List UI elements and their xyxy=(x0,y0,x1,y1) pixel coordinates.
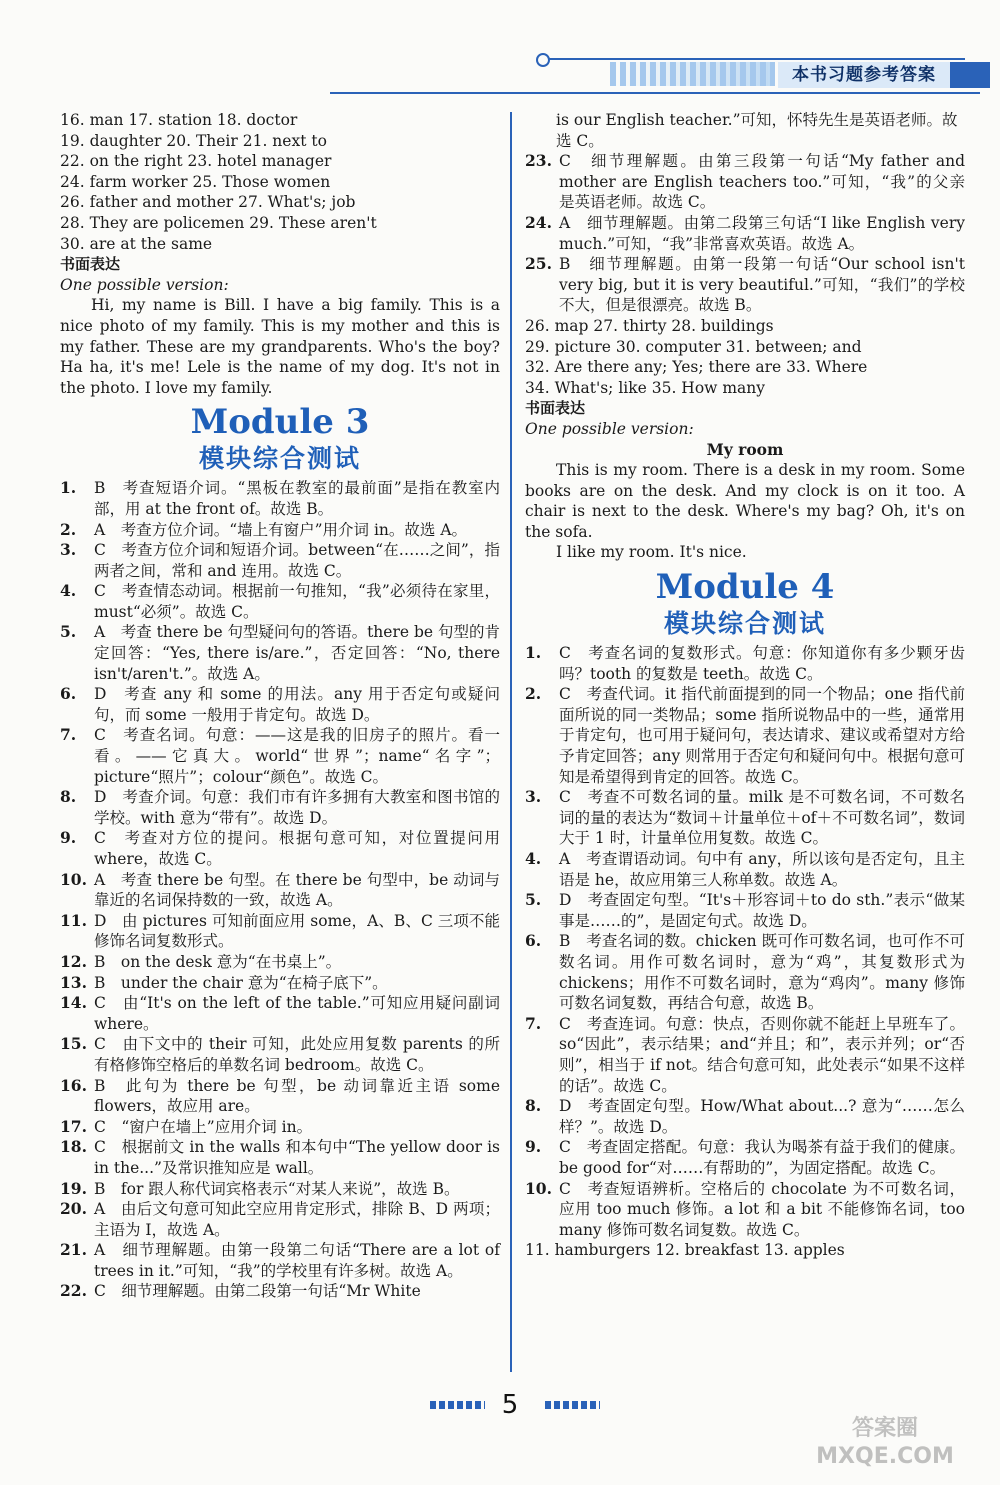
question-item xyxy=(60,1199,500,1240)
header-dots-ornament xyxy=(610,62,775,86)
question-number: 19. xyxy=(60,1178,87,1198)
question-number: 13. xyxy=(60,972,87,992)
writing-section-title: 书面表达 xyxy=(525,399,586,418)
answer-line: 24. farm worker 25. Those women xyxy=(60,172,331,191)
question-number: 6. xyxy=(525,931,542,951)
question-item xyxy=(525,684,965,787)
question-item xyxy=(525,151,965,213)
footer-ornament-left xyxy=(430,1401,485,1409)
header-bottom-rule xyxy=(330,92,980,94)
module-title: Module 3 xyxy=(190,402,370,443)
answer-line: 30. are at the same xyxy=(60,234,213,253)
question-item xyxy=(60,478,500,519)
question-explanation: B 考查短语介词。“黑板在教室的最前面”是指在教室内部，用 at the front of。故选 B。 xyxy=(94,479,500,518)
question-number: 7. xyxy=(60,725,77,745)
question-explanation: C 考查不可数名词的量。milk 是不可数名词，不可数名词的量的表达为“数词＋计量单位＋of＋不可数名词”，数词大于 1 时，计量单位用复数。故选 C。 xyxy=(559,788,965,848)
answers-bottom: 11. hamburgers 12. breakfast 13. apples xyxy=(525,1241,845,1260)
header-rule xyxy=(545,58,965,60)
question-explanation: A 细节理解题。由第二段第三句话“I like English very much.”可知，“我”非常喜欢英语。故选 A。 xyxy=(559,213,965,253)
question-item xyxy=(60,1137,500,1178)
question-number: 1. xyxy=(525,643,542,663)
answer-line: 26. father and mother 27. What's; job xyxy=(60,193,356,212)
question-explanation: C 考查连词。句意：快点，否则你就不能赶上早班车了。so“因此”，表示结果；and“并且；和”，表示并列；or“否则”，相当于 if not。结合句意可知，此处表示“如果不这样的话”。故选 C。 xyxy=(559,1014,965,1095)
question-number: 8. xyxy=(60,787,77,807)
right-column xyxy=(525,110,965,1261)
footer-ornament-right xyxy=(545,1401,600,1409)
question-explanation: C 考查名词。句意：——这是我的旧房子的照片。看一看。——它真大。world“世界”；name“名字”；picture“照片”；colour“颜色”。故选 C。 xyxy=(94,726,500,786)
question-item xyxy=(525,254,965,316)
question-number: 2. xyxy=(525,684,542,704)
question-explanation: A 细节理解题。由第一段第二句话“There are a lot of trees in it.”可知，“我”的学校里有许多树。故选 A。 xyxy=(94,1241,500,1280)
possible-version-label: One possible version: xyxy=(525,419,694,438)
question-explanation: C 考查短语辨析。空格后的 chocolate 为不可数名词，应用 too much 修饰。a lot 和 a bit 不能修饰名词，too many 修饰可数名词复数。故选 C。 xyxy=(559,1179,965,1239)
question-item xyxy=(60,828,500,869)
question-item xyxy=(525,1137,965,1178)
question-number: 23. xyxy=(525,151,552,171)
page-header xyxy=(0,0,1000,100)
question-explanation: B 考查名词的数。chicken 既可作可数名词，也可作不可数名词。用作可数名词时，意为“鸡”，其复数形式为 chickens；用作不可数名词时，意为“鸡肉”。many 修饰可数名词复数，再结合句意，故选 B。 xyxy=(559,932,965,1013)
answers-mid xyxy=(525,316,965,398)
answer-line: 26. map 27. thirty 28. buildings xyxy=(525,316,774,335)
question-explanation: A 考查 there be 句型疑问句的答语。there be 句型的肯定回答：“Yes, there is/are.”，否定回答：“No, there isn't/aren't.”。故选 A。 xyxy=(94,623,500,683)
question-number: 3. xyxy=(60,540,77,560)
question-item xyxy=(60,870,500,911)
watermark-bottom: MXQE.COM xyxy=(816,1444,954,1469)
question-number: 21. xyxy=(60,1240,87,1260)
question-number: 24. xyxy=(525,212,552,232)
question-number: 17. xyxy=(60,1116,87,1136)
question-explanation: C 根据前文 in the walls 和本句中“The yellow door is in the...”及常识推知应是 wall。 xyxy=(94,1138,500,1177)
sample-essay-paragraph: I like my room. It's nice. xyxy=(556,543,747,562)
question-number: 16. xyxy=(60,1075,87,1095)
question-explanation: C 考查方位介词和短语介词。between“在……之间”，指两者之间，常和 and 连用。故选 C。 xyxy=(94,541,500,580)
question-number: 25. xyxy=(525,254,552,274)
header-label: 本书习题参考答案 xyxy=(778,62,950,88)
answer-line: 16. man 17. station 18. doctor xyxy=(60,111,298,129)
question-number: 11. xyxy=(60,910,87,930)
question-item xyxy=(60,581,500,622)
header-ring-ornament xyxy=(536,53,550,67)
question-item xyxy=(60,787,500,828)
page-number: 5 xyxy=(501,1390,519,1420)
question-item xyxy=(525,643,965,684)
question-item xyxy=(525,213,965,254)
question-explanation: C 考查固定搭配。句意：我认为喝茶有益于我们的健康。be good for“对……有帮助的”，为固定搭配。故选 C。 xyxy=(559,1138,965,1177)
watermark xyxy=(790,1415,980,1475)
question-number: 9. xyxy=(525,1137,542,1157)
question-item xyxy=(60,684,500,725)
question-number: 18. xyxy=(60,1137,87,1157)
question-list xyxy=(60,478,500,1302)
header-block-ornament xyxy=(950,62,990,88)
question-number: 2. xyxy=(60,519,77,539)
question-item xyxy=(60,622,500,684)
question-item xyxy=(525,1014,965,1096)
question-number: 8. xyxy=(525,1096,542,1116)
question-number: 20. xyxy=(60,1199,87,1219)
answer-line: 22. on the right 23. hotel manager xyxy=(60,152,332,171)
question-explanation: B for 跟人称代词宾格表示“对某人来说”，故选 B。 xyxy=(94,1179,460,1198)
question-explanation: D 考查 any 和 some 的用法。any 用于否定句或疑问句，而 some 一般用于肯定句。故选 D。 xyxy=(94,685,500,724)
question-item xyxy=(525,1179,965,1241)
question-number: 6. xyxy=(60,684,77,704)
question-list xyxy=(525,643,965,1240)
question-explanation: D 考查固定句型。“It's＋形容词＋to do sth.”表示“做某事是……的”，是固定句式。故选 D。 xyxy=(559,891,965,930)
question-explanation: D 由 pictures 可知前面应用 some，A、B、C 三项不能修饰名词复数形式。 xyxy=(94,911,500,951)
question-number: 4. xyxy=(525,849,542,868)
question-item xyxy=(525,931,965,1013)
question-number: 9. xyxy=(60,828,77,848)
question-explanation: B on the desk 意为“在书桌上”。 xyxy=(94,952,342,971)
question-explanation: C 考查情态动词。根据前一句推知，“我”必须待在家里，must“必须”。故选 C。 xyxy=(94,582,500,621)
question-item xyxy=(60,911,500,952)
question-number: 5. xyxy=(60,622,77,642)
sample-essay: Hi, my name is Bill. I have a big family. This is a nice photo of my family. This is my mother and this is my father. These are my grandparents. Who's the boy? Ha ha, it's me! Lele is the name of my dog. It's not in the photo. I love my family. xyxy=(60,296,500,397)
watermark-top: 答案圈 xyxy=(851,1416,918,1441)
essay-title: My room xyxy=(706,439,784,459)
question-item xyxy=(60,1076,500,1117)
question-explanation: A 考查方位介词。“墙上有窗户”用介词 in。故选 A。 xyxy=(94,520,468,539)
question-number: 14. xyxy=(60,993,87,1013)
question-item xyxy=(60,1281,500,1302)
question-explanation: B under the chair 意为“在椅子底下”。 xyxy=(94,973,388,992)
question-item xyxy=(60,1179,500,1200)
question-item xyxy=(60,1240,500,1281)
question-number: 5. xyxy=(525,890,542,910)
question-22-continuation: is our English teacher.”可知，怀特先生是英语老师。故选 C。 xyxy=(556,111,958,150)
module-subtitle: 模块综合测试 xyxy=(663,609,826,639)
question-item xyxy=(525,787,965,849)
question-explanation: B 细节理解题。由第一段第一句话“Our school isn't very big, but it is very beautiful.”可知，“我们”的学校不大，但是很漂亮。故选 B。 xyxy=(559,255,965,315)
left-column xyxy=(60,110,500,1302)
question-explanation: D 考查介词。句意：我们市有许多拥有大教室和图书馆的学校。with 意为“带有”。故选 D。 xyxy=(94,788,500,827)
question-explanation: C 考查代词。it 指代前面提到的同一个物品；one 指代前面所说的同一类物品；some 指所说物品中的一些，通常用于肯定句，也可用于疑问句，表达请求、建议或希望对方给予肯定回答；any 则常用于否定句和疑问句中。根据句意可知是希望得到肯定的回答。故选 C。 xyxy=(559,685,965,786)
question-list-continued xyxy=(525,151,965,316)
question-explanation: A 由后文句意可知此空应用肯定形式，排除 B、D 两项；主语为 I，故选 A。 xyxy=(94,1200,500,1239)
question-explanation: D 考查固定句型。How/What about...? 意为“……怎么样？”。故选 D。 xyxy=(559,1097,965,1136)
question-explanation: C 由下文中的 their 可知，此处应用复数 parents 的所有格修饰空格后的单数名词 bedroom。故选 C。 xyxy=(94,1035,500,1074)
question-item xyxy=(60,952,500,973)
question-explanation: C 由“It's on the left of the table.”可知应用疑问副词 where。 xyxy=(94,994,500,1033)
question-number: 4. xyxy=(60,581,77,601)
question-explanation: A 考查 there be 句型。在 there be 句型中，be 动词与靠近的名词保持数的一致，故选 A。 xyxy=(94,870,500,910)
module-title: Module 4 xyxy=(655,567,835,608)
writing-section-title: 书面表达 xyxy=(60,255,121,274)
question-explanation: C 细节理解题。由第三段第一句话“My father and mother are English teachers too.”可知，“我”的父亲是英语老师。故选 C。 xyxy=(559,152,965,212)
question-number: 10. xyxy=(60,869,87,889)
possible-version-label: One possible version: xyxy=(60,275,229,294)
question-number: 12. xyxy=(60,951,87,971)
question-number: 7. xyxy=(525,1013,542,1033)
question-item xyxy=(60,520,500,541)
question-explanation: C “窗户在墙上”应用介词 in。 xyxy=(94,1117,313,1136)
answer-line: 28. They are policemen 29. These aren't xyxy=(60,213,377,232)
question-item xyxy=(60,540,500,581)
question-explanation: C 考查名词的复数形式。句意：你知道你有多少颗牙齿吗？tooth 的复数是 teeth。故选 C。 xyxy=(559,644,965,683)
question-number: 3. xyxy=(525,787,542,807)
question-number: 1. xyxy=(60,478,77,498)
answer-line: 32. Are there any; Yes; there are 33. Where xyxy=(525,358,868,377)
question-number: 22. xyxy=(60,1281,87,1301)
question-number: 15. xyxy=(60,1034,87,1054)
question-item xyxy=(60,993,500,1034)
question-item xyxy=(60,1034,500,1075)
module-subtitle: 模块综合测试 xyxy=(198,444,361,474)
question-explanation: C 考查对方位的提问。根据句意可知，对位置提问用 where，故选 C。 xyxy=(94,829,500,868)
sample-essay-paragraph: This is my room. There is a desk in my room. Some books are on the desk. And my clock is on it too. A chair is next to the desk. Where's my bag? Oh, it's on the sofa. xyxy=(525,461,965,541)
question-item xyxy=(525,890,965,931)
question-explanation: C 细节理解题。由第二段第一句话“Mr White xyxy=(94,1282,421,1301)
question-item xyxy=(60,725,500,787)
question-item xyxy=(60,973,500,994)
answer-line: 34. What's; like 35. How many xyxy=(525,378,766,397)
question-explanation: A 考查谓语动词。句中有 any，所以该句是否定句，且主语是 he，故应用第三人称单数。故选 A。 xyxy=(559,850,965,889)
answer-line: 29. picture 30. computer 31. between; and xyxy=(525,337,862,356)
question-explanation: B 此句为 there be 句型，be 动词靠近主语 some flowers，故应用 are。 xyxy=(94,1076,500,1116)
answer-line: 19. daughter 20. Their 21. next to xyxy=(60,131,327,150)
answers-top xyxy=(60,110,500,254)
question-item xyxy=(525,849,965,890)
question-item xyxy=(60,1117,500,1138)
question-item xyxy=(525,1096,965,1137)
question-number: 10. xyxy=(525,1178,552,1198)
column-divider xyxy=(510,112,512,1372)
